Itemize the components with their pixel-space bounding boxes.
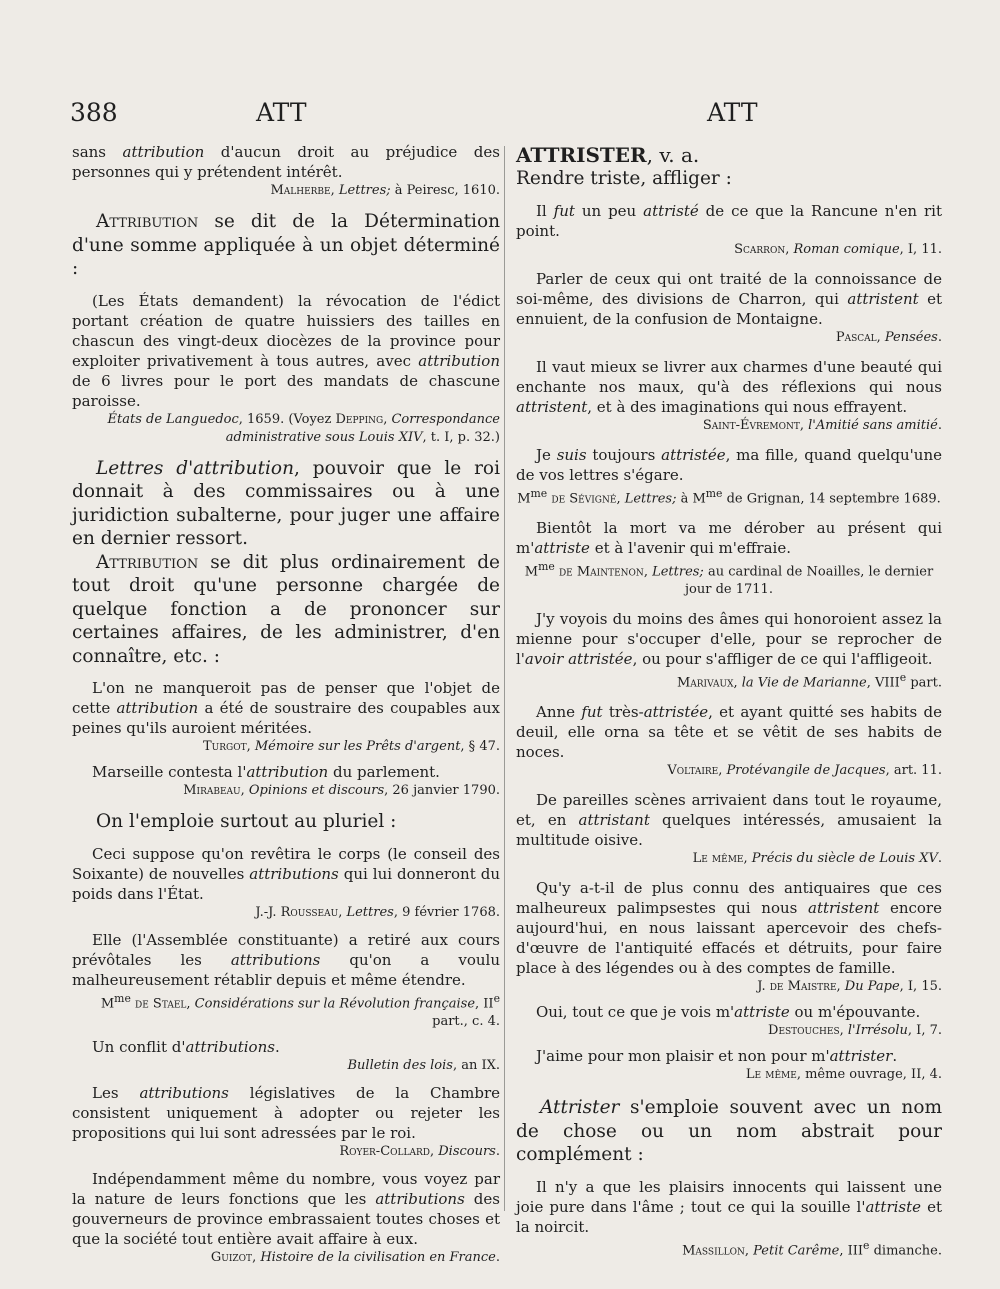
citation: Destouches, l'Irrésolu, I, 7. — [768, 1023, 942, 1039]
citation: $M^{me}$ de Stael, Considérations sur la Révolution française, IIe part., c. 4. — [100, 991, 500, 1029]
quotation: Indépendamment même du nombre, vous voyez par la nature de leurs fonctions que les attributions des gouverneurs de province embrassaient toutes choses et que la société tout entière avait affaire à eux. — [72, 1169, 500, 1248]
quotation: L'on ne manqueroit pas de penser que l'objet de cette attribution a été de soustraire des coupables aux peines qu'ils auroient méritées. — [72, 679, 500, 737]
quotation: Oui, tout ce que je vois m'attriste ou m'épouvante. — [536, 1003, 921, 1022]
quotation: sans attribution d'aucun droit au préjudice des personnes qui y prétendent intérêt. — [72, 143, 500, 181]
citation: Saint-Évremont, l'Amitié sans amitié. — [702, 417, 942, 433]
citation: Guizot, Histoire de la civilisation en France. — [210, 1249, 500, 1265]
quotation: Qu'y a-t-il de plus connu des antiquaires que ces malheureux palimpsestes qui nous attristent encore aujourd'hui, en nous laissant apercevoir des chefs-d'œuvre de l'antiquité effacés et détruits, pour faire place à des légendes ou à des comptes de famille. — [516, 879, 942, 978]
quotation: Bientôt la mort va me dérober au présent qui m'attriste et à l'avenir qui m'effraie. — [516, 518, 942, 557]
citation: J.-J. Rousseau, Lettres, 9 février 1768. — [255, 904, 500, 920]
definition: Attribution se dit de la Détermination d'une somme appliquée à un objet déterminé : — [72, 211, 500, 279]
quotation: Les attributions législatives de la Chambre consistent uniquement à adopter ou rejeter les propositions qui lui sont adressées par le roi. — [72, 1083, 500, 1142]
quotation: J'aime pour mon plaisir et non pour m'attrister. — [536, 1047, 898, 1066]
quotation: (Les États demandent) la révocation de l'édict portant création de quatre huissiers des tailles en chascun des vingt-deux diocèzes de la province pour exploiter privativement à tous autres, avec attribution de 6 livres pour le port des mandats de chascune paroisse. — [72, 291, 500, 410]
citation: Le même, même ouvrage, II, 4. — [745, 1067, 942, 1083]
citation: États de Languedoc, 1659. (Voyez Depping, Correspondance administrative sous Louis XIV, t. I, p. 32.) — [107, 411, 500, 445]
right-running-head: ATT — [707, 98, 758, 127]
left-column — [72, 142, 500, 1267]
definition: Attrister s'emploie souvent avec un nom de chose ou un nom abstrait pour complément : — [516, 1097, 942, 1166]
citation: Massillon, Petit Carême, IIIe dimanche. — [682, 1238, 942, 1259]
quotation: Elle (l'Assemblée constituante) a retiré aux cours prévôtales les attributions qu'on a voulu malheureusement rétablir depuis et même étendre. — [72, 930, 501, 989]
citation: Pascal, Pensées. — [835, 329, 942, 345]
citation: Marivaux, la Vie de Marianne, VIIIe part. — [676, 671, 942, 691]
column-divider — [504, 146, 505, 1211]
quotation: Ceci suppose qu'on revêtira le corps (le conseil des Soixante) de nouvelles attributions qui lui donneront du poids dans l'État. — [72, 844, 500, 903]
definition: Attribution se dit plus ordinairement de tout droit qu'une personne chargée de quelque fonction a de prononcer sur certaines affaires, de les administrer, d'en connaître, etc. : — [72, 551, 500, 667]
citation: $M^{me}$ de Sévigné, Lettres; à $M^{me}$ de Grignan, 14 septembre 1689. — [517, 486, 941, 506]
citation: Scarron, Roman comique, I, 11. — [734, 241, 942, 257]
citation: Malherbe, Lettres; à Peiresc, 1610. — [270, 183, 500, 198]
definition: On l'emploie surtout au pluriel : — [96, 811, 397, 832]
quotation: Il vaut mieux se livrer aux charmes d'une beauté qui enchante nos maux, qu'à des réflexions qui nous attristent, et à des imaginations qui nous effrayent. — [516, 357, 942, 416]
quotation: Il fut un peu attristé de ce que la Rancune n'en rit point. — [516, 201, 943, 240]
citation: Turgot, Mémoire sur les Prêts d'argent, § 47. — [202, 739, 500, 754]
quotation: Je suis toujours attristée, ma fille, quand quelqu'une de vos lettres s'égare. — [516, 445, 942, 484]
citation: Royer-Collard, Discours. — [339, 1143, 500, 1159]
page-number: 388 — [70, 98, 118, 127]
entry-headword: ATTRISTER, v. a. — [516, 143, 700, 167]
quotation: Marseille contesta l'attribution du parlement. — [92, 763, 440, 781]
quotation: Anne fut très-attristée, et ayant quitté ses habits de deuil, elle orna sa tête et se vêtit de ses habits de noces. — [516, 703, 942, 762]
left-running-head: ATT — [256, 98, 307, 127]
quotation: Parler de ceux qui ont traité de la connoissance de soi-même, des divisions de Charron, qui attristent et ennuient, de la confusion de Montaigne. — [516, 269, 942, 328]
citation: Voltaire, Protévangile de Jacques, art. 11. — [667, 763, 942, 779]
quotation: De pareilles scènes arrivaient dans tout le royaume, et, en attristant quelques intéressés, amusaient la multitude oisive. — [516, 791, 942, 850]
citation: Mirabeau, Opinions et discours, 26 janvier 1790. — [183, 783, 500, 798]
quotation: Un conflit d'attributions. — [92, 1037, 280, 1056]
quotation: J'y voyois du moins des âmes qui honoroient assez la mienne pour s'occuper d'elle, pour se reprocher de l'avoir attristée, ou pour s'affliger de ce qui l'affligeoit. — [516, 610, 942, 669]
citation: $M^{me}$ de Maintenon, Lettres; au cardinal de Noailles, le dernier jour de 1711. — [524, 559, 934, 598]
right-column — [516, 143, 942, 1260]
quotation: Il n'y a que les plaisirs innocents qui laissent une joie pure dans l'âme ; tout ce qui la souille l'attriste et la noircit. — [516, 1177, 942, 1236]
definition: Lettres d'attribution, pouvoir que le roi donnait à des commissaires ou à une juridiction subalterne, pour juger une affaire en dernier ressort. — [72, 457, 500, 549]
citation: J. de Maistre, Du Pape, I, 15. — [757, 979, 942, 995]
citation: Le même, Précis du siècle de Louis XV. — [692, 851, 942, 867]
definition: Rendre triste, affliger : — [516, 168, 732, 189]
citation: Bulletin des lois, an IX. — [347, 1057, 500, 1073]
